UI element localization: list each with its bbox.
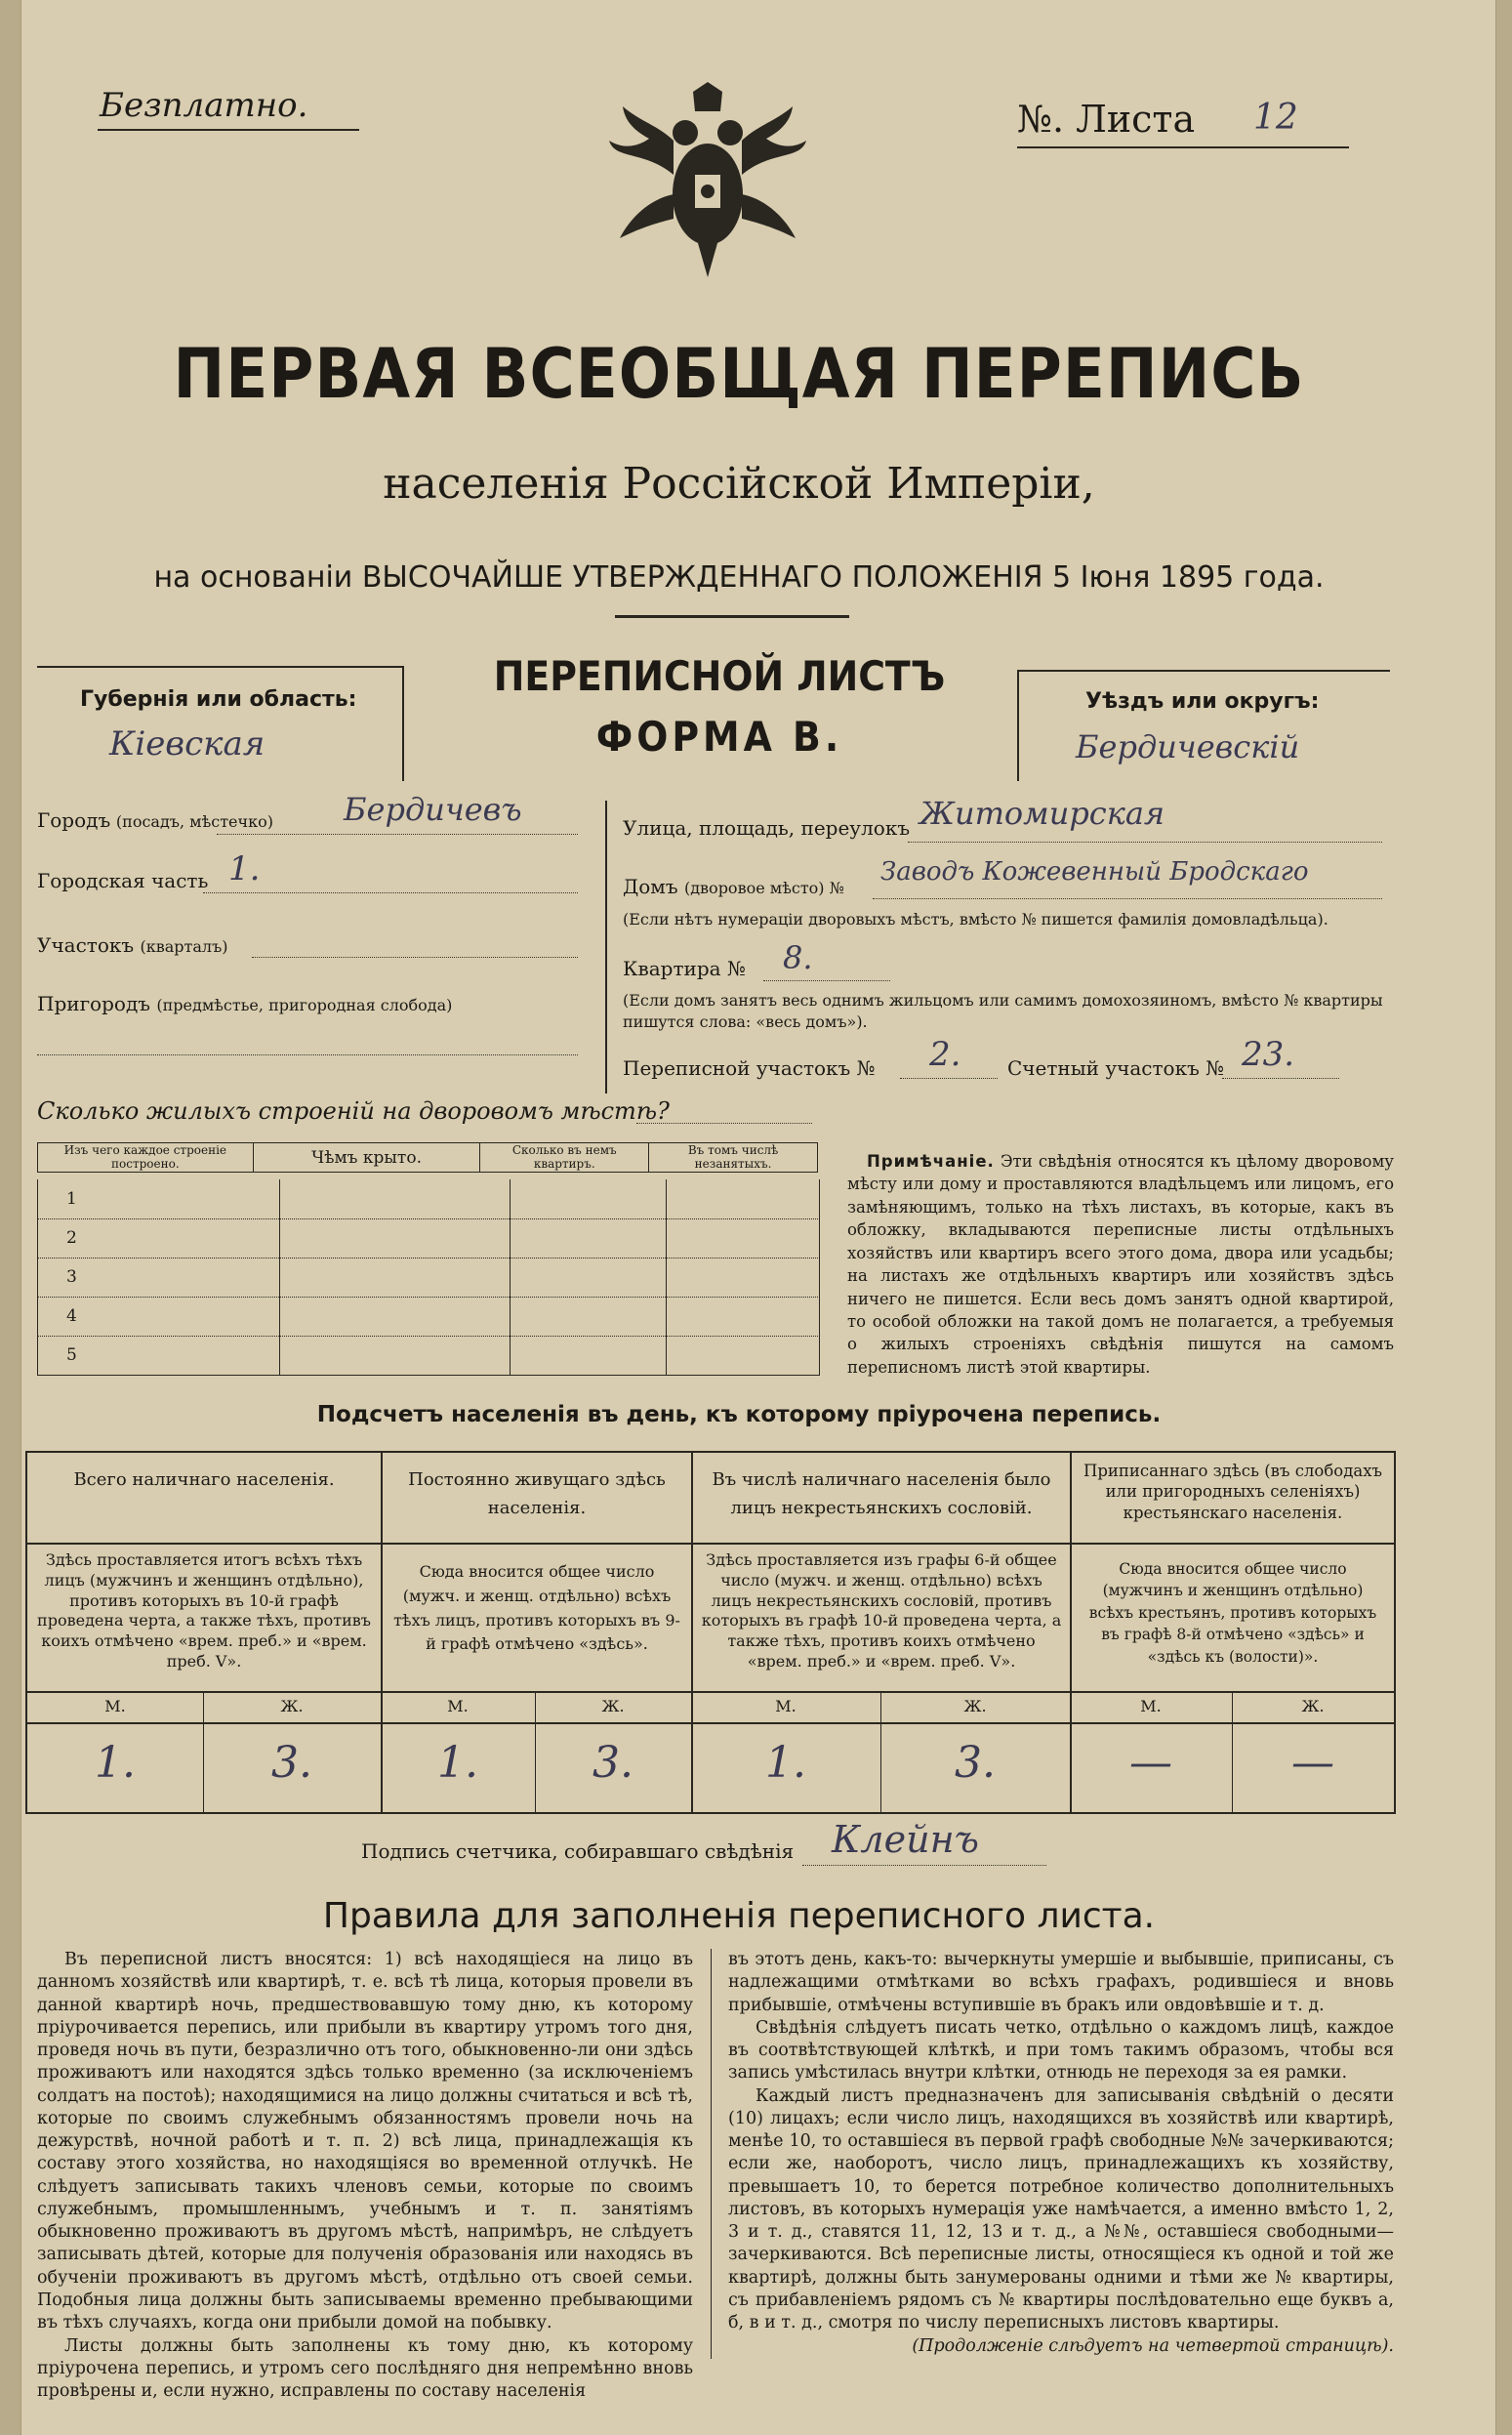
count-col-nonpeasant-f: 3. — [955, 1738, 996, 1788]
buildings-header-roof: Чѣмъ крыто. — [253, 1143, 480, 1173]
street-value: Житомирская — [919, 795, 1165, 832]
rules-paragraph: въ этотъ день, какъ-то: вычеркнуты умершіе и выбывшіе, приписаны, съ надлежащими отмѣтками во всѣхъ графахъ, родившіеся и вновь прибывшіе, отмѣчены вступившіе въ бракъ или овдовѣвшіе и т. д. — [728, 1950, 1394, 2015]
count-col-total-desc: Здѣсь проставляется итогъ всѣхъ тѣхъ лицъ (мужчинъ и женщинъ отдѣльно), противъ которыхъ въ 10-й графѣ проведена черта, а также тѣхъ, противъ коихъ отмѣчено «врем. преб.» и «врем. преб. V». — [37, 1550, 371, 1671]
count-sex-rule — [27, 1722, 1394, 1724]
apartment-value: 8. — [783, 939, 813, 976]
count-col-permanent-head: Постоянно живущаго здѣсь населенія. — [408, 1469, 666, 1518]
city-hint: (посадъ, мѣстечко) — [115, 812, 273, 831]
count-col-peasant-head: Приписаннаго здѣсь (въ слободахъ или пригородныхъ селеніяхъ) крестьянскаго населенія. — [1083, 1462, 1383, 1522]
suburb-hint: (предмѣстье, пригородная слобода) — [156, 996, 453, 1014]
province-label: Губернія или область: — [80, 687, 357, 712]
count-col-permanent-f: 3. — [593, 1738, 633, 1788]
buildings-row-number: 2 — [66, 1228, 77, 1248]
apartment-note: (Если домъ занятъ весь однимъ жильцомъ или самимъ домохозяиномъ, вмѣсто № квартиры пишутся слова: «весь домъ»). — [623, 991, 1383, 1031]
house-row — [623, 875, 844, 898]
count-col-permanent-desc: Сюда вносится общее число (мужч. и женщ. отдѣльно) всѣхъ тѣхъ лицъ, противъ которыхъ въ 9-й графѣ отмѣчено «здѣсь». — [393, 1562, 680, 1654]
buildings-question-line — [636, 1123, 812, 1124]
count-col-peasant-f-label: Ж. — [1301, 1697, 1325, 1715]
apartment-line — [763, 980, 890, 981]
district-value: Бердичевскій — [1076, 728, 1300, 765]
province-value: Кіевская — [109, 724, 266, 764]
count-col-peasant-f: — — [1291, 1738, 1334, 1788]
buildings-row — [37, 1218, 818, 1259]
street-line — [908, 842, 1382, 843]
province-box — [37, 666, 404, 781]
precinct-label: Участокъ — [37, 933, 135, 957]
census-precinct-value: 2. — [929, 1035, 961, 1074]
rules-right-column — [728, 1949, 1394, 2358]
count-desc-rule — [27, 1691, 1394, 1693]
count-col-total-head: Всего наличнаго населенія. — [73, 1469, 335, 1490]
census-precinct-label: Переписной участокъ № — [623, 1056, 876, 1080]
city-part-line — [203, 892, 578, 893]
rules-column-divider — [711, 1949, 712, 2359]
buildings-row-number: 5 — [66, 1345, 77, 1365]
sheet-number-underline — [1017, 146, 1349, 148]
buildings-row-number: 3 — [66, 1267, 77, 1287]
free-underline — [98, 129, 359, 131]
count-col-nonpeasant-m-label: М. — [775, 1697, 797, 1715]
count-col-nonpeasant-desc: Здѣсь проставляется изъ графы 6-й общее число (мужч. и женщ. отдѣльно) всѣхъ лицъ некрестьянскихъ сословій, противъ которыхъ въ графѣ 10-й проведена черта, а также тѣхъ, противъ коихъ отмѣчено «врем. преб.» и «врем. преб. V». — [701, 1550, 1062, 1671]
buildings-row — [37, 1297, 818, 1337]
subtitle: населенія Россійской Имперіи, — [383, 459, 1095, 509]
address-divider — [605, 801, 607, 1094]
buildings-row — [37, 1336, 818, 1375]
rules-paragraph: Листы должны быть заполнены къ тому дню, къ которому пріурочена перепись, и утромъ сего послѣдняго дня непремѣнно вновь провѣрены и, если нужно, исправлены по составу населенія — [37, 2335, 693, 2402]
census-precinct-line — [900, 1078, 998, 1079]
city-value: Бердичевъ — [344, 791, 522, 828]
buildings-row — [37, 1258, 818, 1298]
signature-line — [802, 1865, 1046, 1866]
count-col-peasant-m-label: М. — [1140, 1697, 1162, 1715]
count-col-total-f-label: Ж. — [280, 1697, 304, 1715]
legal-basis: на основаніи ВЫСОЧАЙШЕ УТВЕРЖДЕННАГО ПОЛОЖЕНІЯ 5 Іюня 1895 года. — [153, 560, 1325, 595]
count-head-rule — [27, 1543, 1394, 1545]
signature-label: Подпись счетчика, собиравшаго свѣдѣнія — [361, 1839, 795, 1863]
rules-continued: (Продолженіе слѣдуетъ на четвертой страницѣ). — [912, 2335, 1394, 2356]
main-title: ПЕРВАЯ ВСЕОБЩАЯ ПЕРЕПИСЬ — [173, 334, 1305, 414]
precinct-hint: (кварталъ) — [140, 937, 228, 956]
signature-value: Клейнъ — [832, 1818, 979, 1861]
rules-paragraph: Каждый листъ предназначенъ для записыванія свѣдѣній о десяти (10) лицахъ; если число лицъ, находящихся въ хозяйствѣ или квартирѣ, менѣе 10, то оставшіеся въ первой графѣ свободные №№ зачеркиваются; если же, наоборотъ, число лицъ, принадлежащихъ къ хозяйству, превышаетъ 10, то берется потребное количество дополнительныхъ листовъ, въ которыхъ нумерація уже намѣчается, а именно вмѣсто 1, 2, 3 и т. д., ставятся 11, 12, 13 и т. д., а №№, оставшіеся свободными—зачеркиваются. Всѣ переписные листы, относящіеся къ одной и той же квартирѣ, должны быть занумерованы одними и тѣми же № квартиры, съ прибавленіемъ рядомъ съ № квартиры послѣдовательно еще буквъ а, б, в и т. д., смотря по числу переписныхъ листовъ квартиры. — [728, 2085, 1394, 2333]
count-title: Подсчетъ населенія въ день, къ которому пріурочена перепись. — [316, 1402, 1162, 1427]
city-part-value: 1. — [228, 849, 261, 888]
count-col-total-m: 1. — [95, 1738, 136, 1788]
note-block — [847, 1150, 1394, 1379]
house-label: Домъ — [623, 875, 678, 898]
count-col-peasant-m: — — [1129, 1738, 1172, 1788]
count-col-total-f: 3. — [271, 1738, 312, 1788]
census-form-page — [21, 0, 1495, 2435]
counting-precinct-label: Счетный участокъ № — [1007, 1056, 1225, 1080]
city-label: Городъ — [37, 808, 111, 832]
house-value: Заводъ Кожевенный Бродскаго — [880, 857, 1309, 887]
count-table — [25, 1451, 1396, 1814]
district-label: Уѣздъ или округъ: — [1085, 689, 1320, 714]
counting-precinct-value: 23. — [1242, 1035, 1295, 1074]
rules-title: Правила для заполненія переписного листа. — [322, 1896, 1156, 1936]
precinct-line — [252, 957, 578, 958]
apartment-label: Квартира № — [623, 957, 746, 980]
note-text: Эти свѣдѣнія относятся къ цѣлому дворовому мѣсту или дому и проставляются владѣльцемъ или лицомъ, его замѣняющимъ, только на тѣхъ листахъ, въ которые, какъ въ обложку, вкладываются переписные листы отдѣльныхъ хозяйствъ или квартиръ всего этого дома, двора или усадьбы; на листахъ же отдѣльныхъ квартиръ или хозяйствъ здѣсь ничего не пишется. Если весь домъ занятъ одной квартирой, то особой обложки на такой домъ не полагается, а требуемыя о жилыхъ строеніяхъ свѣдѣнія пишутся на самомъ переписномъ листѣ этой квартиры. — [847, 1152, 1394, 1377]
buildings-header-material: Изъ чего каждое строеніе построено. — [38, 1143, 254, 1173]
house-note: (Если нѣтъ нумераціи дворовыхъ мѣстъ, вмѣсто № пишется фамилія домовладѣльца). — [623, 910, 1328, 929]
buildings-row-number: 4 — [66, 1306, 77, 1326]
suburb-line — [37, 1054, 578, 1055]
free-label: Безплатно. — [100, 86, 308, 125]
city-part-label: Городская часть — [37, 869, 209, 892]
buildings-table — [37, 1142, 818, 1173]
rules-left-column — [37, 1949, 693, 2403]
house-hint: (дворовое мѣсто) № — [683, 879, 844, 897]
sheet-number-label: №. Листа — [1017, 98, 1196, 141]
precinct-row — [37, 933, 228, 957]
count-col-nonpeasant-f-label: Ж. — [963, 1697, 987, 1715]
city-row — [37, 808, 273, 832]
rules-paragraph: Въ переписной листъ вносятся: 1) всѣ находящіеся на лицо въ данномъ хозяйствѣ или квартирѣ, т. е. всѣ тѣ лица, которыя провели въ данной квартирѣ ночь, предшествовавшую тому дню, къ которому пріурочивается перепись, или прибыли въ квартиру утромъ того дня, проведя ночь въ пути, безразлично отъ того, обыкновенно-ли они здѣсь проживаютъ или находятся здѣсь только временно (за исключеніемъ солдатъ на постоѣ); находящимися на лицо должны считаться и всѣ тѣ, которые по своимъ служебнымъ обязанностямъ провели ночь на дежурствѣ, ночной работѣ и т. п. 2) всѣ лица, принадлежащія къ составу этого хозяйства, но находящіяся во временной отлучкѣ. Не слѣдуетъ записывать такихъ членовъ семьи, которые по своимъ служебнымъ, промышленнымъ, учебнымъ и т. п. занятіямъ обыкновенно проживаютъ въ другомъ мѣстѣ, напримѣръ, не слѣдуетъ записывать дѣтей, которые для полученія образованія или находясь въ обученіи проживаютъ въ другомъ мѣстѣ, отдѣльно отъ своей семьи. Подобныя лица должны быть записываемы временно пребывающими въ тѣхъ случаяхъ, когда они прибыли домой на побывку. — [37, 1950, 693, 2333]
count-col-permanent-m: 1. — [437, 1738, 478, 1788]
count-col-permanent-m-label: М. — [447, 1697, 469, 1715]
buildings-header-apartments: Сколько въ немъ квартиръ. — [480, 1143, 649, 1173]
suburb-label: Пригородъ — [37, 992, 150, 1015]
form-title: ПЕРЕПИСНОЙ ЛИСТЪ — [493, 652, 946, 700]
count-col-peasant-desc: Сюда вносится общее число (мужчинъ и женщинъ отдѣльно) всѣхъ крестьянъ, противъ которыхъ въ графѣ 8-й отмѣчено «здѣсь» и «здѣсь къ (волости)». — [1088, 1560, 1377, 1666]
count-col-permanent-f-label: Ж. — [601, 1697, 625, 1715]
buildings-header-row — [38, 1143, 818, 1173]
house-line — [873, 898, 1382, 899]
count-col-nonpeasant-head: Въ числѣ наличнаго населенія было лицъ некрестьянскихъ сословій. — [712, 1469, 1051, 1518]
city-line — [217, 834, 578, 835]
form-subtitle: ФОРМА В. — [595, 713, 843, 761]
title-divider — [615, 615, 849, 618]
count-col-total-m-label: М. — [104, 1697, 126, 1715]
count-col-nonpeasant-m: 1. — [765, 1738, 806, 1788]
note-label: Примѣчаніе. — [867, 1152, 995, 1171]
counting-precinct-line — [1222, 1078, 1339, 1079]
rules-paragraph: Свѣдѣнія слѣдуетъ писать четко, отдѣльно о каждомъ лицѣ, каждое въ соотвѣтствующей клѣткѣ, и при томъ такимъ образомъ, чтобы вся запись умѣстилась внутри клѣтки, отнюдь не переходя за ея рамки. — [728, 2017, 1394, 2084]
buildings-header-vacant: Въ томъ числѣ незанятыхъ. — [649, 1143, 818, 1173]
buildings-row — [37, 1179, 818, 1219]
imperial-eagle-icon — [605, 82, 810, 277]
street-label: Улица, площадь, переулокъ — [623, 816, 911, 840]
buildings-question: Сколько жилыхъ строеній на дворовомъ мѣстѣ? — [37, 1097, 670, 1125]
suburb-row — [37, 992, 452, 1015]
buildings-row-number: 1 — [66, 1189, 77, 1209]
sheet-number-value: 12 — [1253, 98, 1298, 138]
